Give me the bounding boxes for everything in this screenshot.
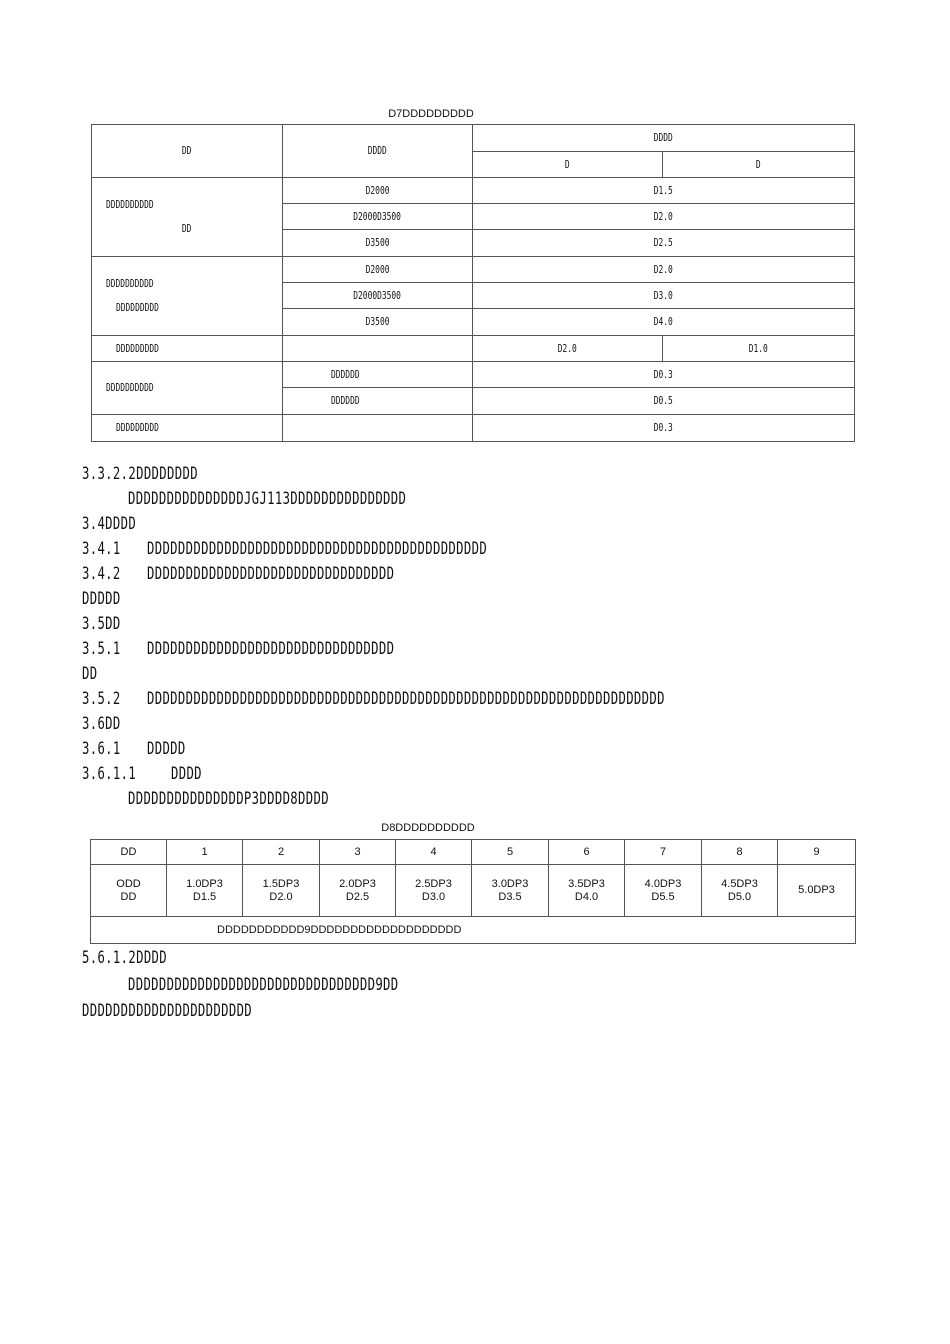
table7-cell: D0.5 — [473, 388, 855, 415]
table7-cell: D2.5 — [473, 230, 855, 257]
table7-caption: D7DDDDDDDDD — [388, 108, 474, 120]
table8-cell: 4.0DP3 D5.5 — [625, 865, 702, 917]
paragraph-line: DDDDDDDDDDDDDDDP3DDDD8DDDD — [128, 789, 329, 809]
clause-text: DDDDDDDDDDDDDDDDDDDDDDDDDDDDDDDD — [147, 639, 395, 659]
clause-number: 3.4.1 — [82, 539, 121, 559]
table7-header-group: DDDD — [473, 125, 855, 152]
table8-cell: 1.0DP3 D1.5 — [167, 865, 243, 917]
table7-cell: D1.0 — [663, 336, 855, 362]
table8-caption: D8DDDDDDDDDD — [381, 822, 475, 834]
clause-number: 3.5.1 — [82, 639, 121, 659]
table7-cell: D2.0 — [473, 257, 855, 283]
table7-cell: D2.0 — [473, 204, 855, 230]
table7-cell: D2.0 — [473, 336, 663, 362]
table7-cell: D4.0 — [473, 309, 855, 336]
table7-cell: D3.0 — [473, 283, 855, 309]
table7-cell: D2000D3500 — [283, 204, 473, 230]
clause-text: DDDDDDDDDDDDDDDDDDDDDDDDDDDDDDDD — [147, 564, 395, 584]
table7-header-col3b: D — [663, 152, 855, 178]
section-heading: 3.6DD — [82, 714, 121, 734]
clause-number: 3.5.2 — [82, 689, 121, 709]
table7-group2-label: DDDDDDDDDD DDDDDDDDD — [92, 257, 283, 336]
table7-group1-label: DDDDDDDDDD DD — [92, 178, 283, 257]
table7-cell: D3500 — [283, 230, 473, 257]
paragraph-line: DDDDDDDDDDDDDDDDDDDDDDDDDDDDDDDD9DD — [128, 975, 399, 995]
paragraph-line: DDDDDDDDDDDDDDDDDDDDDD — [82, 1001, 253, 1021]
table7-header-col1: DD — [92, 125, 283, 178]
table8-head-cell: 2 — [243, 840, 320, 865]
table8-cell: 3.0DP3 D3.5 — [472, 865, 549, 917]
table8-head-cell: 8 — [702, 840, 778, 865]
table7-cell — [283, 336, 473, 362]
table8-head-cell: 3 — [320, 840, 396, 865]
table8-head-cell: 7 — [625, 840, 702, 865]
table7-cell: D1.5 — [473, 178, 855, 204]
table8-cell: 4.5DP3 D5.0 — [702, 865, 778, 917]
paragraph-line: DDDDDDDDDDDDDDDJGJ113DDDDDDDDDDDDDDD — [128, 489, 407, 509]
table7-header-col3a: D — [473, 152, 663, 178]
section-heading: 3.5DD — [82, 614, 121, 634]
clause-text: DDDDDDDDDDDDDDDDDDDDDDDDDDDDDDDDDDDDDDDDDDDD — [147, 539, 488, 559]
table7-cell — [283, 415, 473, 442]
table8-cell: 2.0DP3 D2.5 — [320, 865, 396, 917]
table8-row-label: ODD DD — [91, 865, 167, 917]
table7-rowa-label: DDDDDDDDD — [92, 336, 283, 362]
paragraph-line: DD — [82, 664, 98, 684]
table8 — [90, 839, 856, 944]
table8-head-cell: 1 — [167, 840, 243, 865]
clause-number: 3.6.1.1 — [82, 764, 137, 784]
paragraph-line: DDDDD — [82, 589, 121, 609]
table7-header-col2: DDDD — [283, 125, 473, 178]
table7-cell: D3500 — [283, 309, 473, 336]
table7-cell: D0.3 — [473, 362, 855, 388]
table8-cell: 5.0DP3 — [778, 865, 856, 917]
table7-cell: D2000 — [283, 178, 473, 204]
table7-cell: D0.3 — [473, 415, 855, 442]
section-heading: 3.3.2.2DDDDDDDD — [82, 464, 198, 484]
table8-head-label: DD — [91, 840, 167, 865]
table7-cell: D2000D3500 — [283, 283, 473, 309]
table7-cell: DDDDDD — [283, 362, 473, 388]
section-heading: 3.4DDDD — [82, 514, 137, 534]
table7-group3-label: DDDDDDDDDD — [92, 362, 283, 415]
clause-number: 3.4.2 — [82, 564, 121, 584]
table8-note: DDDDDDDDDDD9DDDDDDDDDDDDDDDDDDD — [91, 917, 856, 944]
table8-cell: 1.5DP3 D2.0 — [243, 865, 320, 917]
clause-text: DDDDDDDDDDDDDDDDDDDDDDDDDDDDDDDDDDDDDDDDDDDDDDDDDDDDDDDDDDDDDDDDDDD — [147, 689, 665, 709]
clause-text: DDDDD — [147, 739, 186, 759]
clause-number: 3.6.1 — [82, 739, 121, 759]
table8-head-cell: 6 — [549, 840, 625, 865]
section-heading: 5.6.1.2DDDD — [82, 948, 168, 968]
table8-cell: 2.5DP3 D3.0 — [396, 865, 472, 917]
table7-rowb-label: DDDDDDDDD — [92, 415, 283, 442]
table7-cell: D2000 — [283, 257, 473, 283]
table8-head-cell: 9 — [778, 840, 856, 865]
clause-text: DDDD — [171, 764, 202, 784]
table7 — [91, 124, 855, 442]
table8-head-cell: 5 — [472, 840, 549, 865]
table8-cell: 3.5DP3 D4.0 — [549, 865, 625, 917]
table7-cell: DDDDDD — [283, 388, 473, 415]
table8-head-cell: 4 — [396, 840, 472, 865]
